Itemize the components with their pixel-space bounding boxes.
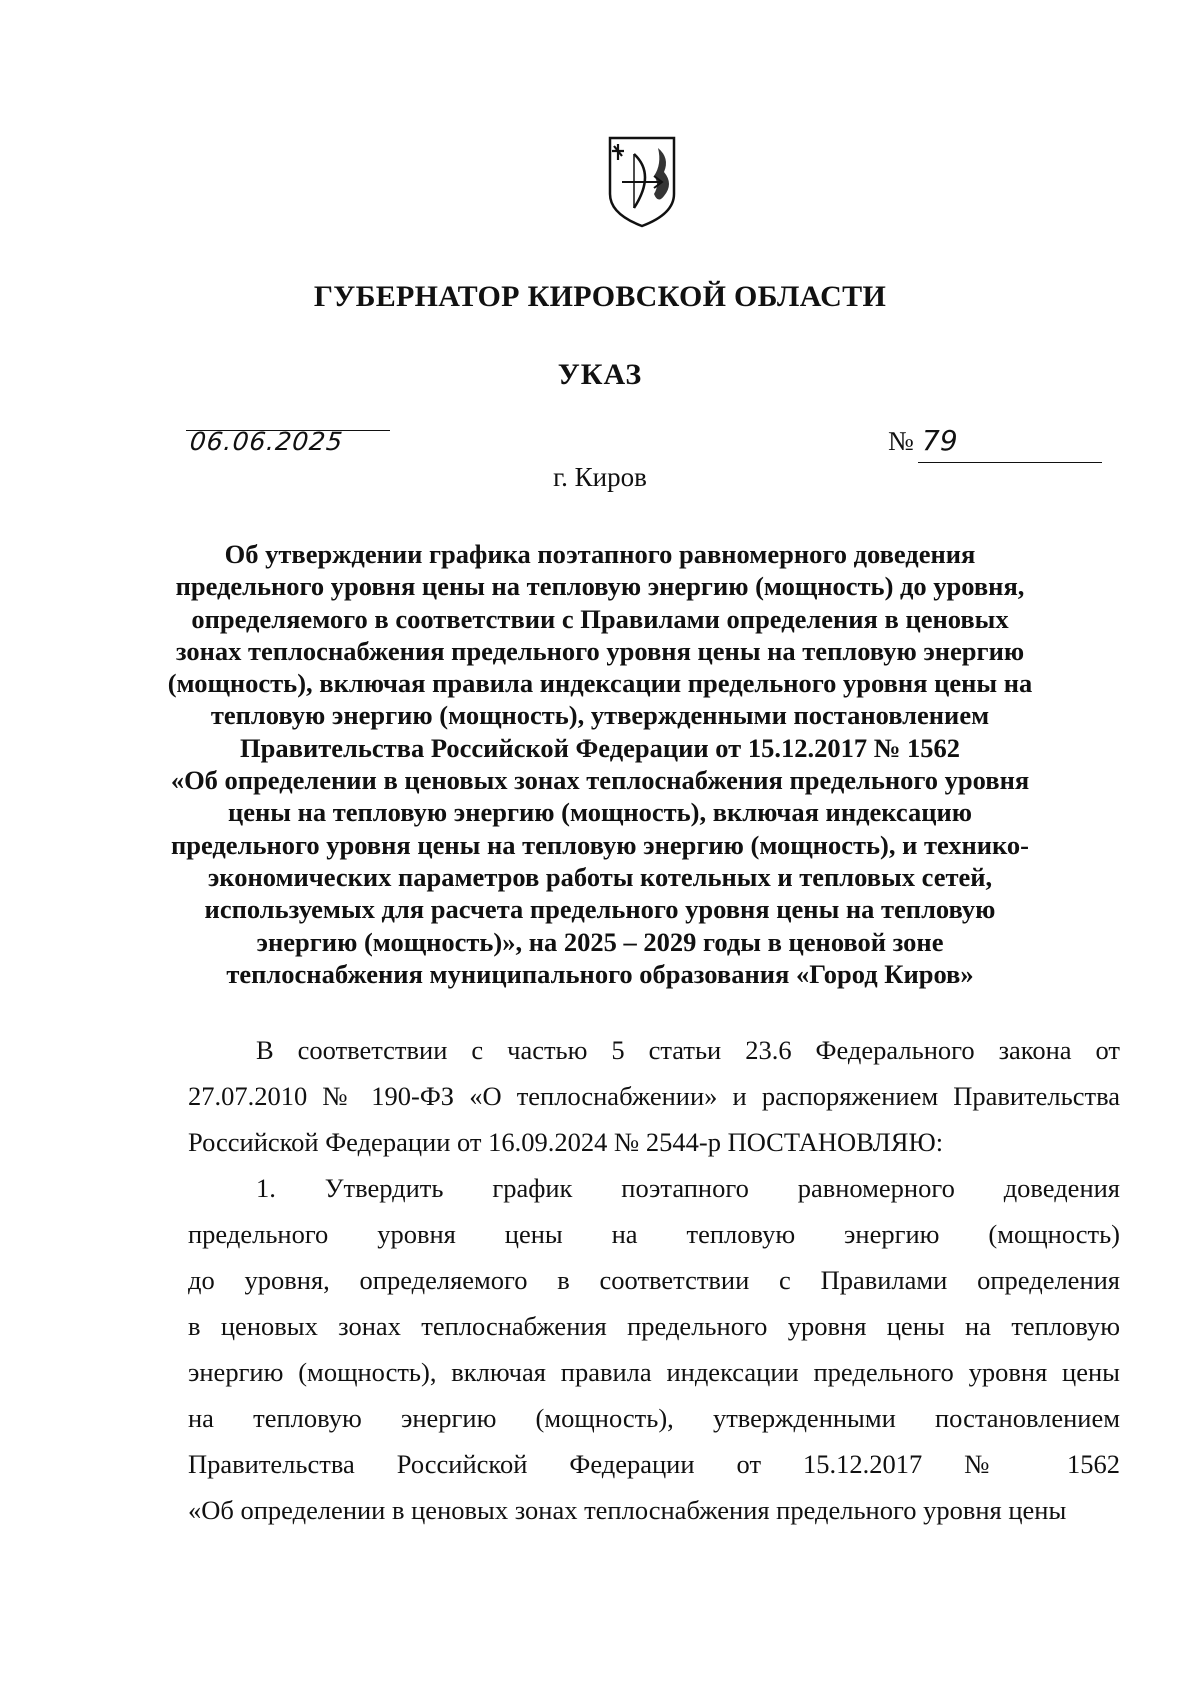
organization-title: ГУБЕРНАТОР КИРОВСКОЙ ОБЛАСТИ (313, 280, 887, 313)
preamble-line: 27.07.2010 № 190-ФЗ «О теплоснабжении» и распоряжением Правительства (188, 1081, 1120, 1111)
title-line: используемых для расчета предельного уровня цены на тепловую (204, 894, 996, 925)
clause-1-line: на тепловую энергию (мощность), утвержденными постановлением (188, 1403, 1120, 1433)
clause-1-line: «Об определении в ценовых зонах теплоснабжения предельного уровня цены (188, 1495, 1067, 1525)
title-line: теплоснабжения муниципального образования «Город Киров» (226, 958, 974, 989)
clause-1-line: Правительства Российской Федерации от 15.12.2017 № 1562 (188, 1449, 1120, 1479)
title-line: Правительства Российской Федерации от 15.12.2017 № 1562 (240, 732, 960, 763)
title-line: экономических параметров работы котельных и тепловых сетей, (207, 861, 993, 892)
coat-of-arms-icon (604, 134, 680, 230)
document-body (188, 1027, 1120, 1533)
title-line: Об утверждении графика поэтапного равномерного доведения (224, 539, 976, 569)
document-date: 06.06.2025 (188, 427, 345, 456)
city: г. Киров (553, 462, 647, 492)
title-line: предельного уровня цены на тепловую энергию (мощность) до уровня, (175, 571, 1025, 602)
preamble-line: Российской Федерации от 16.09.2024 № 2544-р ПОСТАНОВЛЯЮ: (188, 1127, 944, 1157)
clause-1-line: в ценовых зонах теплоснабжения предельного уровня цены на тепловую (188, 1311, 1120, 1341)
clause-1-line: предельного уровня цены на тепловую энергию (мощность) (188, 1219, 1120, 1249)
title-line: энергию (мощность)», на 2025 – 2029 годы в ценовой зоне (256, 926, 944, 957)
title-line: определяемого в соответствии с Правилами определения в ценовых (191, 603, 1009, 634)
clause-1-line: 1. Утвердить график поэтапного равномерного доведения (256, 1173, 1120, 1203)
document-number: 79 (922, 424, 958, 457)
title-line: цены на тепловую энергию (мощность), включая индексацию (227, 797, 972, 828)
clause-1-line: энергию (мощность), включая правила индексации предельного уровня цены (188, 1357, 1120, 1387)
title-line: предельного уровня цены на тепловую энергию (мощность), и технико- (170, 829, 1029, 860)
date-underline (186, 428, 390, 431)
preamble-line: В соответствии с частью 5 статьи 23.6 Федерального закона от (256, 1035, 1120, 1065)
number-label: № (888, 426, 914, 456)
title-line: (мощность), включая правила индексации предельного уровня цены на (167, 668, 1033, 699)
title-line: тепловую энергию (мощность), утвержденными постановлением (210, 700, 990, 731)
title-line: зонах теплоснабжения предельного уровня цены на тепловую энергию (175, 635, 1025, 666)
title-line: «Об определении в ценовых зонах теплоснабжения предельного уровня (170, 765, 1030, 796)
document-type: УКАЗ (557, 358, 643, 391)
document-title (160, 538, 1040, 990)
clause-1-line: до уровня, определяемого в соответствии с Правилами определения (188, 1265, 1120, 1295)
